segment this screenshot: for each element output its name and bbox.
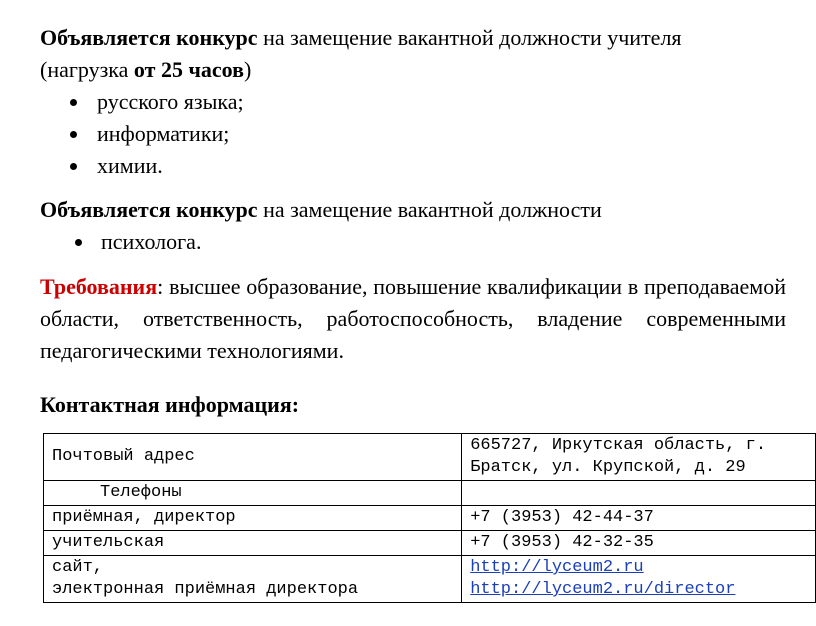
announcement-lead-text: на замещение вакантной должности <box>257 197 602 222</box>
postal-value-line2: Братск, ул. Крупской, д. 29 <box>470 458 746 477</box>
subject-russian: русского языка; <box>97 89 244 114</box>
announcement-lead-bold: Объявляется конкурс <box>40 197 258 222</box>
list-item <box>40 150 786 182</box>
table-row <box>44 506 816 531</box>
list-item <box>40 86 786 118</box>
table-row <box>44 434 816 481</box>
site-label-line1: сайт, <box>52 558 104 577</box>
phones-empty-cell <box>462 481 816 506</box>
postal-value-line1: 665727, Иркутская область, г. <box>470 436 767 455</box>
announcement-lead-bold: Объявляется конкурс <box>40 25 258 50</box>
table-row <box>44 531 816 556</box>
site-link[interactable]: http://lyceum2.ru <box>470 558 644 577</box>
announcement-lead-text: на замещение вакантной должности учителя <box>257 25 682 50</box>
postal-label: Почтовый адрес <box>44 434 462 481</box>
reception-label: приёмная, директор <box>44 506 462 531</box>
vacancy-teacher-heading <box>40 22 786 86</box>
contacts-heading: Контактная информация: <box>40 392 300 417</box>
bullet-icon <box>75 239 82 246</box>
requirements-text: : высшее образование, повышение квалификации в преподаваемой области, ответственность, работоспособность, владение современными педагогическими технологиями. <box>40 274 786 363</box>
contacts-table <box>43 433 816 603</box>
site-links <box>462 556 816 603</box>
list-item <box>40 226 786 258</box>
table-row <box>44 481 816 506</box>
bullet-icon <box>70 99 77 106</box>
teacher-subjects-list <box>40 86 786 182</box>
director-reception-link[interactable]: http://lyceum2.ru/director <box>470 580 736 599</box>
table-row <box>44 556 816 603</box>
phones-label: Телефоны <box>44 481 462 506</box>
load-close: ) <box>243 57 252 82</box>
load-hours: от 25 часов <box>133 57 244 82</box>
bullet-icon <box>70 163 77 170</box>
postal-value <box>462 434 816 481</box>
teachers-room-label: учительская <box>44 531 462 556</box>
announcement-page <box>40 22 786 443</box>
subject-chemistry: химии. <box>97 153 163 178</box>
load-open: (нагрузка <box>40 57 134 82</box>
list-item <box>40 118 786 150</box>
psychologist-list <box>40 226 786 258</box>
requirements-paragraph <box>40 271 786 367</box>
position-psychologist: психолога. <box>101 229 202 254</box>
bullet-icon <box>70 131 77 138</box>
site-label <box>44 556 462 603</box>
subject-informatics: информатики; <box>97 121 230 146</box>
site-label-line2: электронная приёмная директора <box>52 580 359 599</box>
vacancy-psychologist-heading <box>40 194 786 226</box>
teachers-room-phone: +7 (3953) 42-32-35 <box>462 531 816 556</box>
reception-phone: +7 (3953) 42-44-37 <box>462 506 816 531</box>
requirements-label: Требования <box>40 274 158 299</box>
